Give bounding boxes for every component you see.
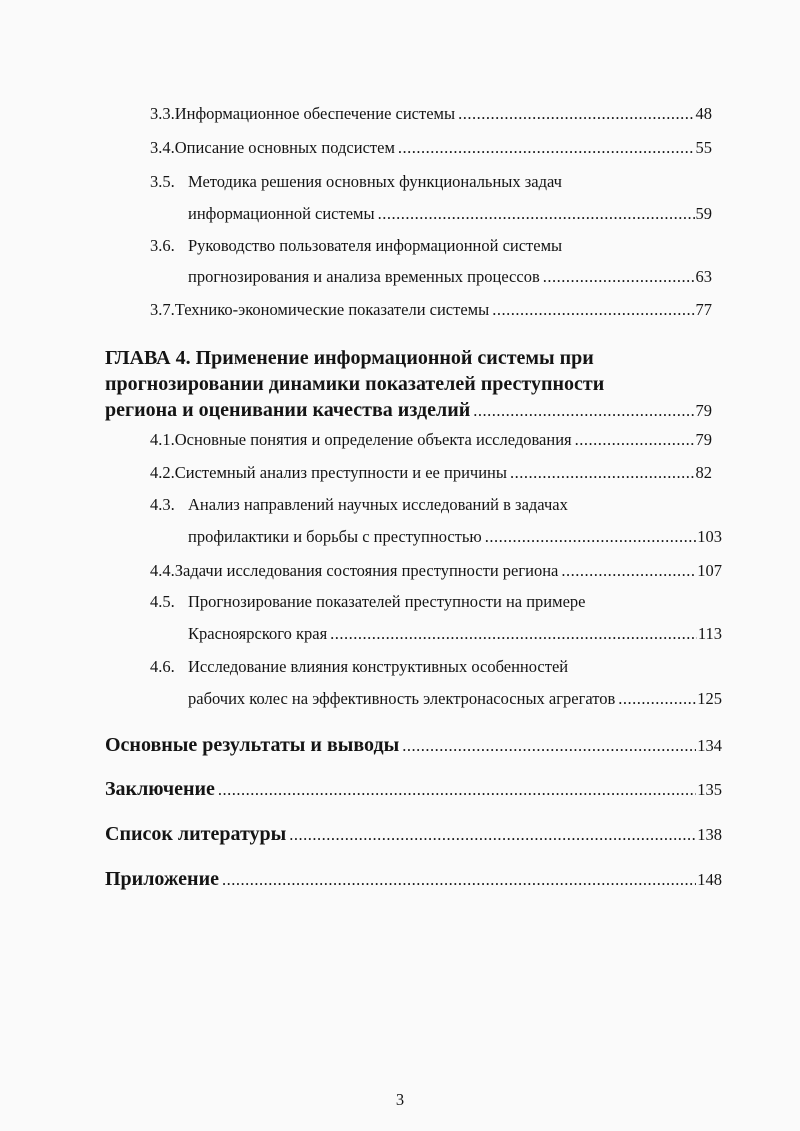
section-title-continued: профилактики и борьбы с преступностью	[188, 527, 482, 546]
section-title: Информационное обеспечение системы	[174, 104, 456, 123]
page-number: 77	[695, 300, 712, 319]
leader-dots	[510, 463, 695, 483]
page-number: 125	[697, 689, 722, 708]
section-title: Методика решения основных функциональных задач	[188, 172, 562, 191]
leader-dots	[543, 267, 695, 287]
page-number: 82	[695, 463, 712, 482]
toc-entry-4-6-line2	[188, 689, 722, 709]
page-number: 134	[697, 736, 722, 755]
section-number: 4.1.	[150, 430, 175, 449]
page-number: 48	[695, 104, 712, 123]
toc-entry-results	[105, 733, 722, 758]
page-number: 59	[695, 204, 712, 223]
section-title: Исследование влияния конструктивных особенностей	[188, 657, 569, 676]
toc-entry-3-5-line2	[188, 204, 712, 224]
toc-entry-4-2	[150, 463, 712, 483]
leader-dots	[561, 561, 696, 581]
toc-entry-4-3-line2	[188, 527, 722, 547]
section-title: Описание основных подсистем	[174, 138, 395, 157]
page-number: 107	[697, 561, 722, 580]
section-number: 3.5.	[150, 172, 175, 191]
toc-entry-references	[105, 822, 722, 847]
page-number: 135	[697, 780, 722, 799]
leader-dots	[485, 527, 697, 547]
section-number: 4.6.	[150, 657, 175, 676]
chapter-4-heading-line3	[105, 398, 712, 423]
section-title: Приложение	[105, 868, 219, 890]
toc-entry-4-5-line1	[150, 592, 722, 612]
section-title-continued: Красноярского края	[188, 624, 328, 643]
section-number: 3.7.	[150, 300, 175, 319]
leader-dots	[218, 778, 696, 802]
section-number: 4.4.	[150, 561, 175, 580]
leader-dots	[618, 689, 696, 709]
leader-dots	[222, 868, 696, 892]
toc-entry-4-5-line2	[188, 624, 722, 644]
leader-dots	[398, 138, 695, 158]
leader-dots	[378, 204, 695, 224]
leader-dots	[492, 300, 694, 320]
page-number: 103	[697, 527, 722, 546]
page-number: 79	[695, 430, 712, 449]
section-number: 4.2.	[150, 463, 175, 482]
leader-dots	[473, 399, 694, 423]
section-title: Список литературы	[105, 823, 287, 845]
toc-entry-3-5-line1	[150, 172, 712, 192]
leader-dots	[575, 430, 695, 450]
section-title: Задачи исследования состояния преступности региона	[174, 561, 559, 580]
toc-entry-4-6-line1	[150, 657, 722, 677]
page-number: 55	[695, 138, 712, 157]
toc-entry-appendix	[105, 867, 722, 892]
chapter-title: ГЛАВА 4. Применение информационной системы при	[105, 347, 594, 369]
leader-dots	[458, 104, 694, 124]
toc-entry-3-7	[150, 300, 712, 320]
page-number: 79	[695, 401, 712, 420]
section-number: 3.3.	[150, 104, 175, 123]
page-number: 148	[697, 870, 722, 889]
section-title: Основные результаты и выводы	[105, 734, 400, 756]
section-number: 3.6.	[150, 236, 175, 255]
page-number: 138	[697, 825, 722, 844]
toc-entry-3-4	[150, 138, 712, 158]
section-number: 4.5.	[150, 592, 175, 611]
toc-entry-3-3	[150, 104, 712, 124]
leader-dots	[330, 624, 697, 644]
toc-entry-4-3-line1	[150, 495, 712, 515]
chapter-title-continued: региона и оценивании качества изделий	[105, 399, 471, 421]
section-title: Анализ направлений научных исследований в задачах	[188, 495, 568, 514]
section-title: Системный анализ преступности и ее причины	[174, 463, 507, 482]
leader-dots	[289, 823, 696, 847]
toc-entry-3-6-line2	[188, 267, 712, 287]
section-title: Прогнозирование показателей преступности на примере	[188, 592, 586, 611]
toc-entry-3-6-line1	[150, 236, 712, 256]
page-number: 63	[695, 267, 712, 286]
leader-dots	[402, 734, 696, 758]
section-title-continued: прогнозирования и анализа временных процессов	[188, 267, 540, 286]
toc-entry-conclusion	[105, 777, 722, 802]
page-number: 113	[697, 624, 722, 643]
chapter-4-heading-line1	[105, 346, 712, 370]
section-number: 3.4.	[150, 138, 175, 157]
toc-entry-4-1	[150, 430, 712, 450]
section-title-continued: рабочих колес на эффективность электронасосных агрегатов	[188, 689, 616, 708]
section-title: Заключение	[105, 778, 215, 800]
toc-entry-4-4	[150, 561, 722, 581]
section-title: Основные понятия и определение объекта исследования	[174, 430, 572, 449]
section-title: Технико-экономические показатели системы	[174, 300, 490, 319]
page-footer-number: 3	[395, 1090, 405, 1109]
section-title-continued: информационной системы	[188, 204, 375, 223]
chapter-title-continued: прогнозировании динамики показателей преступности	[105, 373, 605, 395]
chapter-4-heading-line2	[105, 372, 712, 396]
section-number: 4.3.	[150, 495, 175, 514]
section-title: Руководство пользователя информационной системы	[188, 236, 563, 255]
